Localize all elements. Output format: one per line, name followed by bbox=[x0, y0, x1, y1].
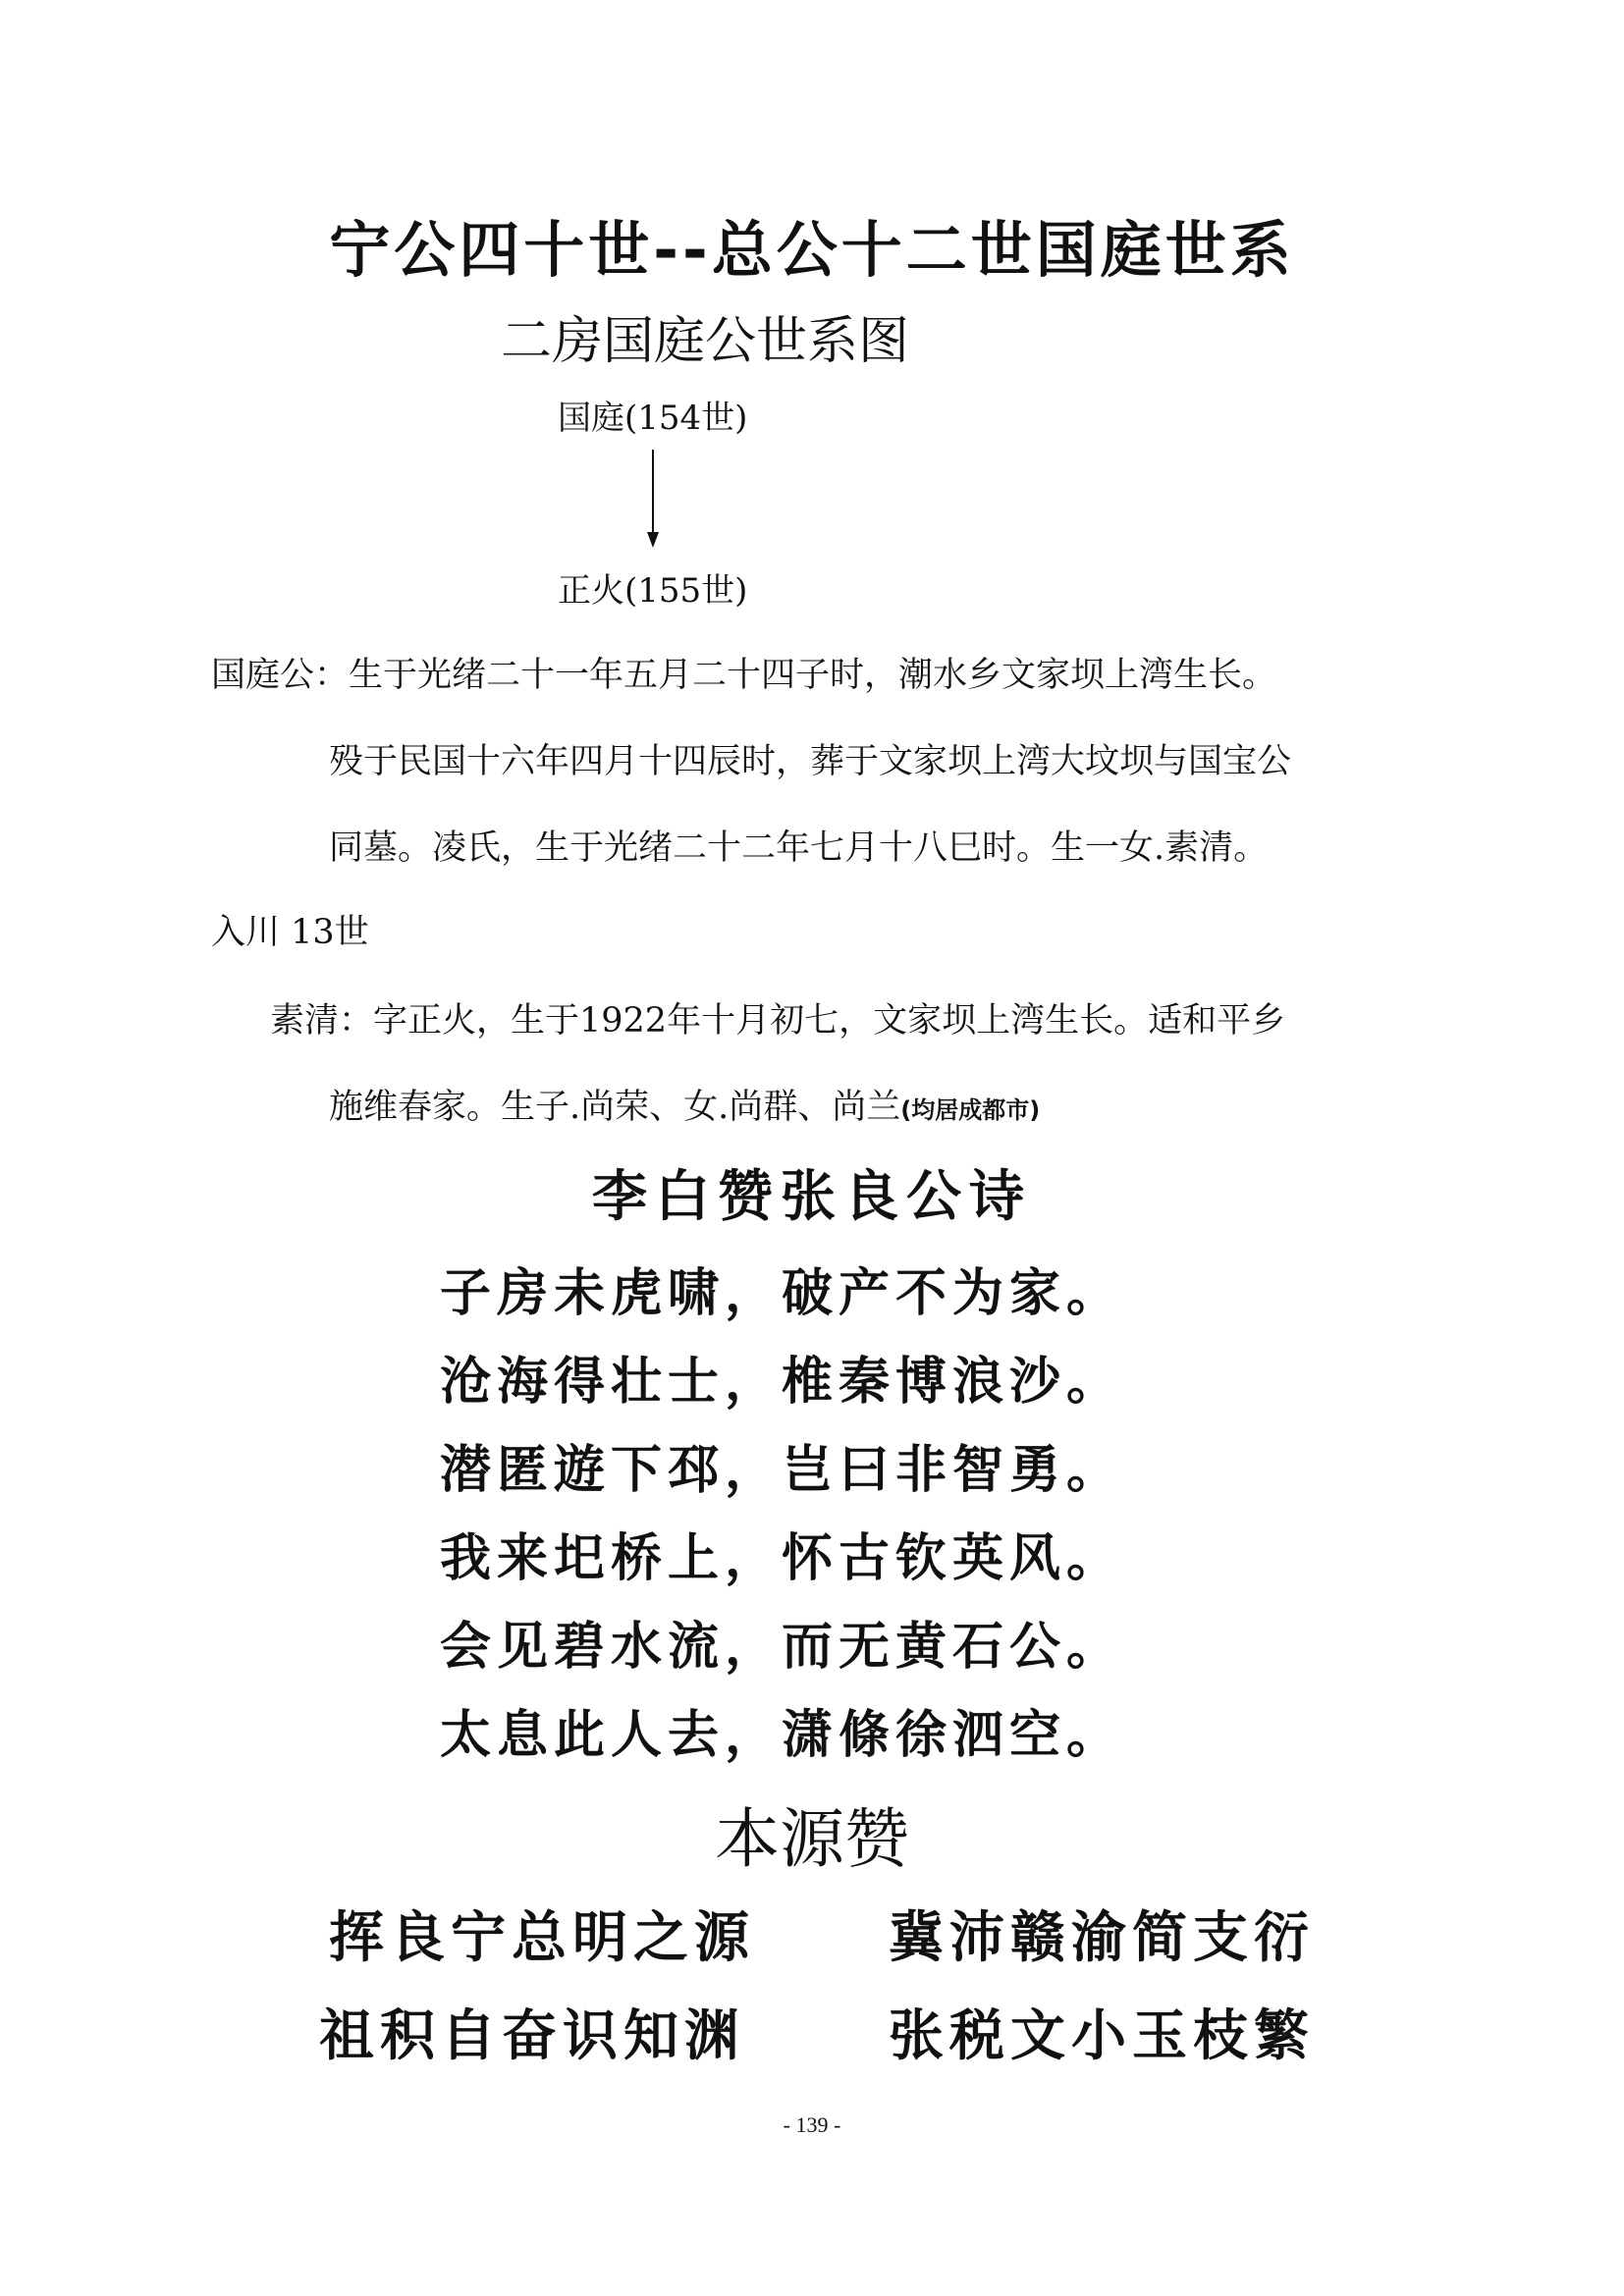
tree-node-child: 正火(155世) bbox=[558, 571, 748, 611]
biography-line-6-main: 施维春家。生子.尚荣、女.尚群、尚兰 bbox=[329, 1088, 901, 1127]
biography-line-6 bbox=[329, 1080, 1040, 1129]
down-arrow-icon bbox=[646, 450, 660, 548]
biography-line-1: 国庭公：生于光绪二十一年五月二十四子时，潮水乡文家坝上湾生长。 bbox=[211, 656, 1277, 695]
poem-line: 潜匿遊下邳，岂曰非智勇。 bbox=[440, 1441, 1124, 1500]
praise-line: 祖积自奋识知渊 bbox=[319, 2004, 745, 2068]
residence-note: (均居成都市) bbox=[900, 1096, 1041, 1124]
poem-line: 会见碧水流，而无黄石公。 bbox=[440, 1618, 1124, 1677]
poem-line: 子房未虎啸，破产不为家。 bbox=[440, 1264, 1124, 1323]
biography-line-5: 素清：字正火，生于1922年十月初七，文家坝上湾生长。适和平乡 bbox=[270, 1001, 1286, 1041]
biography-line-3: 同墓。凌氏，生于光绪二十二年七月十八巳时。生一女.素清。 bbox=[329, 828, 1269, 868]
praise-line: 挥良宁总明之源 bbox=[329, 1906, 755, 1970]
praise-title: 本源赞 bbox=[715, 1801, 909, 1877]
poem-line: 我来圯桥上，怀古钦英风。 bbox=[440, 1529, 1124, 1588]
poem-line: 太息此人去，潇條徐泗空。 bbox=[440, 1706, 1124, 1765]
lineage-chart-title: 二房国庭公世系图 bbox=[501, 312, 910, 371]
biography-line-2: 殁于民国十六年四月十四辰时，葬于文家坝上湾大坟坝与国宝公 bbox=[329, 742, 1292, 781]
poem-line: 沧海得壮士，椎秦博浪沙。 bbox=[440, 1353, 1124, 1412]
poem-title: 李白赞张良公诗 bbox=[592, 1165, 1032, 1229]
page-number: - 139 - bbox=[783, 2112, 841, 2137]
praise-line: 冀沛赣渝简支衍 bbox=[889, 1906, 1315, 1970]
generation-marker: 入川 13世 bbox=[211, 913, 369, 952]
praise-line: 张税文小玉枝繁 bbox=[889, 2004, 1315, 2068]
tree-node-parent: 国庭(154世) bbox=[558, 399, 748, 438]
page-title: 宁公四十世--总公十二世国庭世系 bbox=[329, 214, 1295, 286]
